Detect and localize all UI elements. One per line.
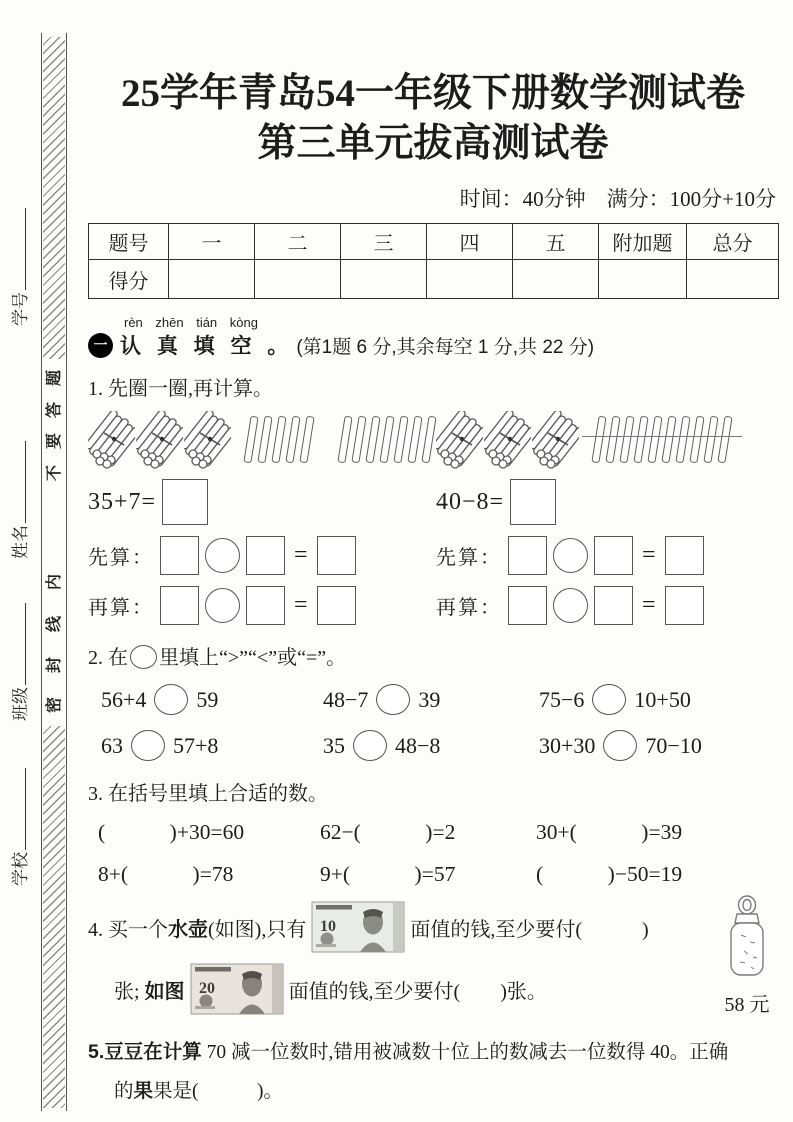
score-row-label: 得分 xyxy=(89,260,169,299)
score-header-cell: 附加题 xyxy=(599,224,687,260)
name-field xyxy=(8,417,34,559)
q2-prompt-prefix: 2. 在 xyxy=(88,647,128,670)
comparison-item xyxy=(101,730,323,761)
comparison-item xyxy=(323,684,539,715)
seal-warning-char: 题 xyxy=(46,370,63,387)
loose-sticks-group xyxy=(244,411,314,463)
stick-icon xyxy=(393,416,408,464)
q5-bold-char: 果 xyxy=(133,1080,154,1103)
fill-blank-item: 30+( )=39 xyxy=(536,820,683,845)
fill-blank-item: 9+( )=57 xyxy=(320,862,456,887)
answer-box xyxy=(162,479,208,525)
kettle-price: 58 元 xyxy=(724,994,770,1017)
fill-blank-item: 62−( )=2 xyxy=(320,820,456,845)
stick-icon xyxy=(703,416,718,464)
answer-box xyxy=(508,586,547,625)
score-empty-cell xyxy=(169,260,255,299)
answer-box xyxy=(508,536,547,575)
student-id-blank xyxy=(10,208,26,290)
q5-line2 xyxy=(88,1072,778,1111)
q1-left-equation: 35+7= xyxy=(88,488,157,515)
section1-pinyin: rèn zhēn tián kòng xyxy=(124,315,258,331)
stick-icon xyxy=(689,416,704,464)
score-header-cell: 三 xyxy=(341,224,427,260)
answer-box xyxy=(246,536,285,575)
fill-blank-item: 8+( )=78 xyxy=(98,862,234,887)
stick-icon xyxy=(717,416,732,464)
section-number-icon: 一 xyxy=(88,333,113,358)
hatch-pattern-bottom xyxy=(43,726,65,1108)
stick-icon xyxy=(661,416,676,464)
score-empty-cell xyxy=(687,260,779,299)
school-field xyxy=(8,744,34,886)
stick-icon xyxy=(421,416,436,464)
comparison-item xyxy=(539,684,778,715)
equals-sign: = xyxy=(294,542,308,569)
q4-text: (如图),只有 xyxy=(208,918,307,941)
stick-bundle-icon xyxy=(136,411,183,469)
student-id-field xyxy=(8,184,34,326)
answer-box xyxy=(317,536,356,575)
stick-icon xyxy=(591,416,606,464)
compare-right: 10+50 xyxy=(634,686,691,712)
banknote-20-icon xyxy=(190,963,284,1015)
class-field xyxy=(8,579,34,721)
first-step-label: 先算： xyxy=(88,547,154,570)
seal-warning-char: 要 xyxy=(46,433,63,450)
q4-as-shown-word: 如图 xyxy=(144,980,185,1003)
seal-warning-char: 封 xyxy=(46,657,63,674)
stick-icon xyxy=(271,416,286,464)
seal-warning-char: 内 xyxy=(46,574,63,591)
seal-warning-char: 不 xyxy=(46,465,63,482)
question-4 xyxy=(88,901,778,1015)
stick-bundle-icon xyxy=(88,411,135,469)
paper-title-line1: 25学年青岛54一年级下册数学测试卷 xyxy=(120,72,745,115)
compare-left: 75−6 xyxy=(539,686,585,712)
question-5 xyxy=(88,1033,778,1111)
score-empty-cell xyxy=(255,260,341,299)
q1-left-part xyxy=(88,411,436,625)
kettle-icon xyxy=(718,895,776,981)
second-step-label: 再算： xyxy=(88,597,154,620)
question-3 xyxy=(88,777,778,887)
question-3-prompt: 3. 在括号里填上合适的数。 xyxy=(88,783,328,806)
student-id-label: 学号 xyxy=(11,292,30,326)
stick-bundle-icon xyxy=(484,411,531,469)
kettle-figure xyxy=(710,895,784,1017)
school-label: 学校 xyxy=(11,852,30,886)
answer-box xyxy=(594,586,633,625)
compare-left: 48−7 xyxy=(323,686,369,712)
stick-bundle-icon xyxy=(184,411,231,469)
score-table xyxy=(88,223,779,299)
stick-icon xyxy=(675,416,690,464)
q5-text: 70 减一位数时,错用被减数十位上的数减去一位数得 40。正确 xyxy=(201,1042,729,1064)
q2-prompt-suffix: 里填上“>”“<”或“=”。 xyxy=(159,647,347,670)
answer-box xyxy=(594,536,633,575)
compare-right: 48−8 xyxy=(395,732,441,758)
fill-circle-icon xyxy=(130,645,157,669)
section1-note: (第1题 6 分,其余每空 1 分,共 22 分) xyxy=(296,336,595,358)
q1-right-equation: 40−8= xyxy=(436,488,505,515)
paper-title-line2: 第三单元拔高测试卷 xyxy=(257,121,609,165)
q5-text: 果是( )。 xyxy=(153,1081,284,1103)
compare-left: 56+4 xyxy=(101,686,147,712)
stick-icon xyxy=(647,416,662,464)
compare-right: 39 xyxy=(418,686,441,712)
comparison-item xyxy=(101,684,323,715)
loose-sticks-group xyxy=(338,411,436,463)
fill-blank-item: ( )−50=19 xyxy=(536,862,683,887)
equals-sign: = xyxy=(642,592,656,619)
name-blank xyxy=(10,441,26,523)
time-and-score-info: 时间：40分钟 满分：100分+10分 xyxy=(459,187,776,212)
fill-blank-item: ( )+30=60 xyxy=(98,820,245,845)
stick-icon xyxy=(337,416,352,464)
q4-line1 xyxy=(88,901,690,953)
stick-icon xyxy=(285,416,300,464)
stick-icon xyxy=(351,416,366,464)
q1-right-part xyxy=(436,411,784,625)
stick-bundle-icon xyxy=(436,411,483,469)
hatch-pattern-top xyxy=(43,37,65,359)
compare-right: 70−10 xyxy=(645,732,702,758)
q4-text: 4. 买一个 xyxy=(88,918,168,941)
question-2 xyxy=(88,641,778,761)
q5-line1 xyxy=(88,1033,778,1072)
school-blank xyxy=(10,768,26,850)
score-header-cell: 二 xyxy=(255,224,341,260)
stick-icon xyxy=(299,416,314,464)
score-header-cell: 四 xyxy=(427,224,513,260)
section1-heading xyxy=(88,315,778,360)
answer-box xyxy=(160,536,199,575)
score-empty-cell xyxy=(599,260,687,299)
comparison-item xyxy=(539,730,778,761)
stick-icon xyxy=(365,416,380,464)
q5-text: 的 xyxy=(114,1081,134,1103)
score-header-cell: 总分 xyxy=(687,224,779,260)
stick-bundle-icon xyxy=(532,411,579,469)
banknote-20-value: 20 xyxy=(198,980,215,998)
question-2-prompt xyxy=(88,641,778,670)
equals-sign: = xyxy=(294,592,308,619)
section1-title: 认 真 填 空 。 xyxy=(120,335,294,359)
comparison-circle xyxy=(353,730,387,761)
score-empty-cell xyxy=(513,260,599,299)
score-table-score-row xyxy=(89,260,779,299)
q4-text: 面值的钱,至少要付( ) xyxy=(410,918,649,941)
q4-text: 张; xyxy=(114,980,145,1003)
stick-icon xyxy=(407,416,422,464)
comparison-circle xyxy=(154,684,188,715)
class-label: 班级 xyxy=(11,687,30,721)
comparison-circle xyxy=(592,684,626,715)
comparison-circle xyxy=(376,684,410,715)
q5-bold-head: 5.豆豆在计算 xyxy=(88,1041,202,1064)
compare-left: 35 xyxy=(323,732,345,758)
score-header-cell: 题号 xyxy=(89,224,169,260)
operator-circle xyxy=(553,588,588,623)
q1-right-sticks-picture xyxy=(436,411,784,473)
seal-warning-char: 密 xyxy=(46,697,63,714)
comparison-circle xyxy=(131,730,165,761)
seal-line-right xyxy=(66,33,67,1111)
banknote-10-icon xyxy=(311,901,405,953)
comparison-item xyxy=(323,730,539,761)
score-empty-cell xyxy=(341,260,427,299)
q4-text: 面值的钱,至少要付( )张。 xyxy=(288,980,547,1003)
stick-icon xyxy=(243,416,258,464)
answer-box xyxy=(317,586,356,625)
test-paper xyxy=(88,0,778,1111)
first-step-label: 先算： xyxy=(436,547,502,570)
stick-icon xyxy=(619,416,634,464)
stick-icon xyxy=(257,416,272,464)
answer-box xyxy=(160,586,199,625)
question-1 xyxy=(88,372,778,625)
stick-icon xyxy=(379,416,394,464)
answer-box xyxy=(510,479,556,525)
compare-right: 57+8 xyxy=(173,732,219,758)
question-1-prompt: 1. 先圈一圈,再计算。 xyxy=(88,378,273,401)
loose-sticks-crossed-group xyxy=(592,411,732,463)
q1-left-sticks-picture xyxy=(88,411,436,473)
q4-kettle-word: 水壶 xyxy=(168,918,208,941)
answer-box xyxy=(246,586,285,625)
seal-warning-char: 答 xyxy=(46,402,63,419)
operator-circle xyxy=(553,538,588,573)
compare-left: 63 xyxy=(101,732,123,758)
class-blank xyxy=(10,603,26,685)
q4-line2 xyxy=(88,963,690,1015)
stick-icon xyxy=(633,416,648,464)
second-step-label: 再算： xyxy=(436,597,502,620)
operator-circle xyxy=(205,538,240,573)
seal-warning-char: 线 xyxy=(46,616,63,633)
stick-icon xyxy=(605,416,620,464)
answer-box xyxy=(665,536,704,575)
score-header-cell: 五 xyxy=(513,224,599,260)
score-table-header-row xyxy=(89,224,779,260)
name-label: 姓名 xyxy=(11,525,30,559)
comparison-circle xyxy=(603,730,637,761)
score-empty-cell xyxy=(427,260,513,299)
seal-line-left xyxy=(41,33,42,1111)
banknote-10-value: 10 xyxy=(320,918,337,936)
score-header-cell: 一 xyxy=(169,224,255,260)
compare-right: 59 xyxy=(196,686,219,712)
equals-sign: = xyxy=(642,542,656,569)
operator-circle xyxy=(205,588,240,623)
answer-box xyxy=(665,586,704,625)
compare-left: 30+30 xyxy=(539,732,596,758)
